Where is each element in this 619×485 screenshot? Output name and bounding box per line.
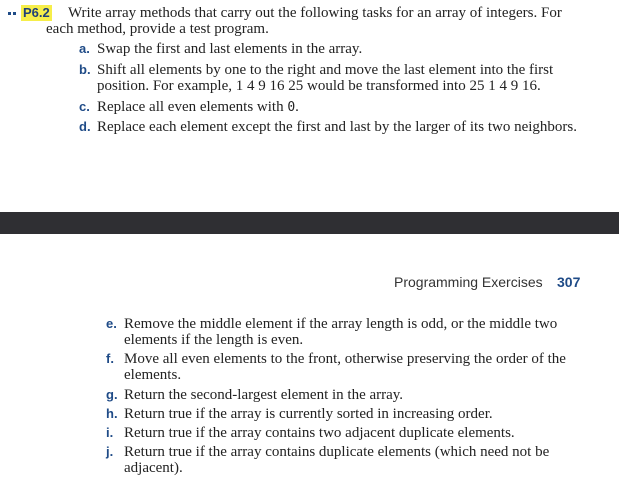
item-text: Move all even elements to the front, otherwise preserving the order of the (124, 351, 566, 367)
bottom-page-section (0, 234, 619, 485)
item-label: h. (106, 406, 118, 421)
item-label: a. (79, 41, 90, 56)
item-text: Remove the middle element if the array length is odd, or the middle two (124, 316, 558, 332)
top-page-section (0, 0, 619, 212)
item-label: i. (106, 425, 114, 440)
item-label: b. (79, 62, 91, 77)
item-text-continued: elements. (124, 367, 182, 383)
item-label: j. (106, 444, 114, 459)
item-text-part: . (295, 99, 299, 115)
item-text: Replace each element except the first and last by the larger of its two neighbors. (97, 119, 577, 135)
item-text: Swap the first and last elements in the array. (97, 41, 363, 57)
exercise-number: P6.2 (23, 5, 50, 20)
item-text-part: Replace all even elements with (97, 99, 288, 115)
page-divider-band (0, 212, 619, 234)
item-text: Return true if the array contains duplicate elements (which need not be (124, 444, 550, 460)
item-text-continued: position. For example, 1 4 9 16 25 would be transformed into 25 1 4 9 16. (97, 78, 541, 94)
item-label: d. (79, 119, 91, 134)
exercise-intro-line2: each method, provide a test program. (46, 21, 269, 37)
exercise-intro-line1: Write array methods that carry out the following tasks for an array of integers. For (68, 5, 562, 21)
item-text (97, 99, 557, 116)
item-label: e. (106, 316, 117, 331)
item-label: c. (79, 99, 90, 114)
page-number: 307 (557, 274, 581, 290)
item-text: Return the second-largest element in the array. (124, 387, 404, 403)
running-head: Programming Exercises (394, 274, 543, 290)
item-label: g. (106, 387, 118, 402)
difficulty-dots-icon (8, 12, 16, 15)
code-value: 0 (287, 100, 296, 115)
item-text-continued: elements if the length is even. (124, 332, 304, 348)
item-text: Shift all elements by one to the right and move the last element into the first (97, 62, 554, 78)
item-label: f. (106, 351, 114, 366)
item-text: Return true if the array contains two adjacent duplicate elements. (124, 425, 515, 441)
item-text: Return true if the array is currently sorted in increasing order. (124, 406, 493, 422)
item-text-continued: adjacent). (124, 460, 183, 476)
